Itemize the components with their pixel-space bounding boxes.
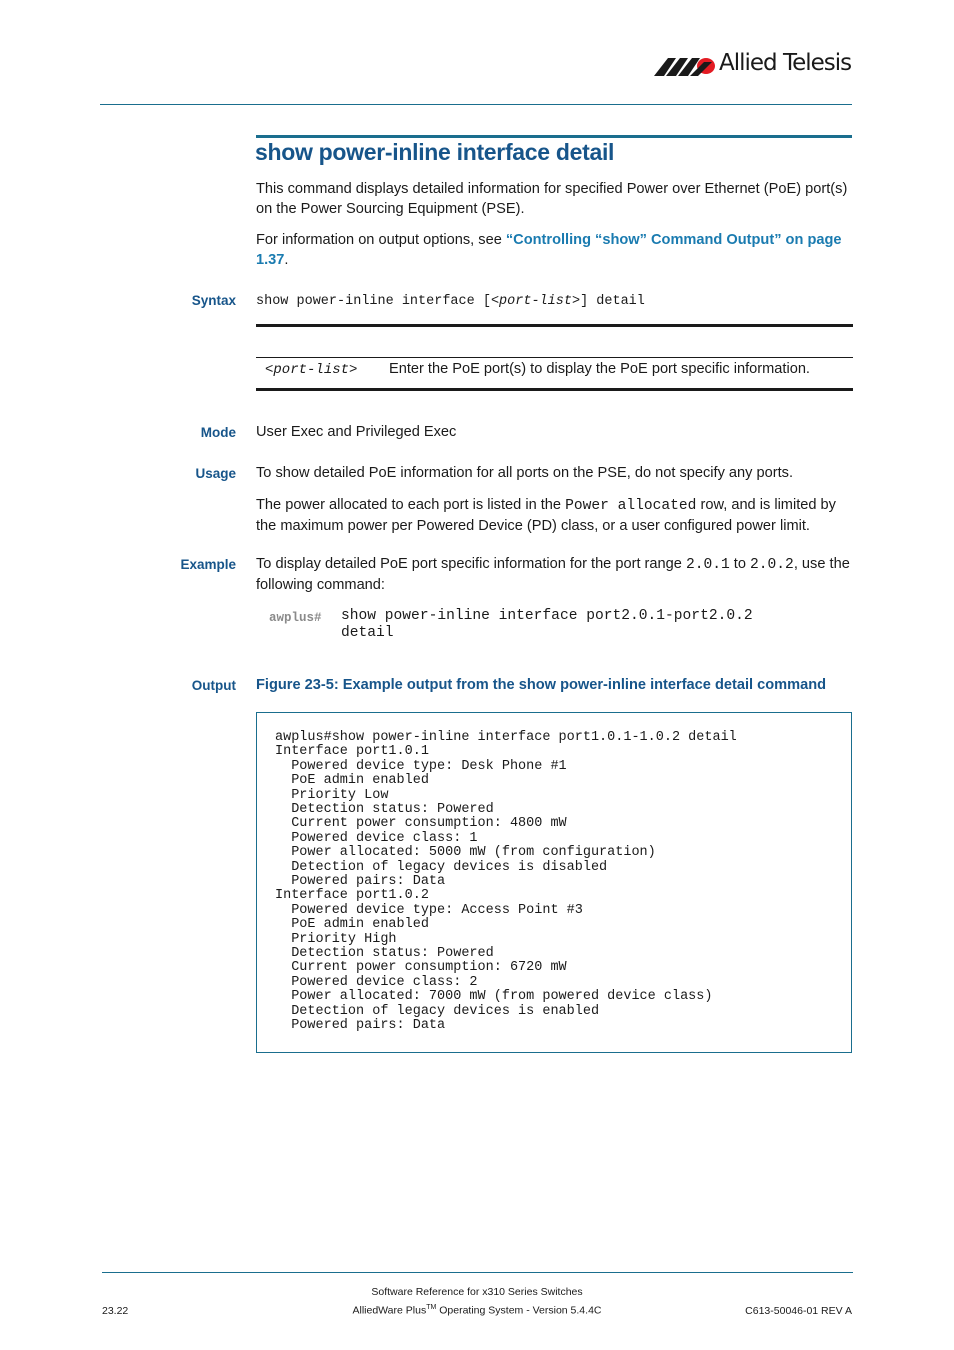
command-prompt: awplus# xyxy=(269,611,322,625)
page-title: show power-inline interface detail xyxy=(255,139,615,165)
param-table-bottom-rule xyxy=(256,388,853,391)
footer-product-tm: TM xyxy=(426,1304,437,1311)
output-line: Interface port1.0.1 xyxy=(275,744,429,760)
page-number: 23.22 xyxy=(102,1305,129,1317)
output-line: Current power consumption: 4800 mW xyxy=(275,816,567,832)
output-box xyxy=(256,712,852,1053)
output-line: Detection status: Powered xyxy=(275,946,494,961)
figure-caption: Figure 23-5: Example output from the show power-inline interface detail command xyxy=(256,677,827,693)
param-key xyxy=(265,362,357,378)
param-key-name: port-list xyxy=(273,362,350,378)
output-line: Priority Low xyxy=(275,787,389,803)
output-line: Power allocated: 7000 mW (from powered device class) xyxy=(275,989,713,1005)
usage-p2-post: row, and is limited by the maximum power per Powered Device (PD) class, or a user configured power limit. xyxy=(256,497,836,534)
port-range-end-code: 2.0.2 xyxy=(750,557,794,573)
usage-p2-pre: The power allocated to each port is listed in the xyxy=(256,497,566,513)
param-key-close: > xyxy=(349,362,358,378)
example-mid: to xyxy=(729,556,751,572)
example-post: , use the following command: xyxy=(256,556,850,593)
syntax-post: >] detail xyxy=(571,294,645,309)
footer-product-pre: AlliedWare Plus xyxy=(352,1304,427,1317)
logo-text: Allied Telesis xyxy=(719,50,852,76)
usage-paragraph-1: To show detailed PoE information for all ports on the PSE, do not specify any ports. xyxy=(256,465,794,481)
output-line: Powered device class: 1 xyxy=(275,830,478,846)
output-line: PoE admin enabled xyxy=(275,917,429,933)
mode-text: User Exec and Privileged Exec xyxy=(256,424,457,440)
usage-label: Usage xyxy=(195,466,236,481)
title-rule xyxy=(256,135,852,138)
port-range-start-code: 2.0.1 xyxy=(685,557,730,573)
example-pre: To display detailed PoE port specific information for the port range xyxy=(256,556,686,572)
output-line: Interface port1.0.2 xyxy=(275,888,429,904)
output-line: Current power consumption: 6720 mW xyxy=(275,960,567,976)
footer-title: Software Reference for x310 Series Switches xyxy=(371,1286,583,1298)
param-table-top-rule xyxy=(256,357,853,358)
syntax-param: port-list xyxy=(499,294,572,309)
allied-telesis-logo xyxy=(654,50,854,80)
output-line: Powered device type: Desk Phone #1 xyxy=(275,758,567,774)
output-options-suffix: . xyxy=(284,251,289,268)
output-line: awplus#show power-inline interface port1.0.1-1.0.2 detail xyxy=(275,730,737,745)
output-options-text: For information on output options, see xyxy=(256,232,506,248)
param-description: Enter the PoE port(s) to display the PoE port specific information. xyxy=(389,361,810,377)
footer-rule xyxy=(102,1272,853,1273)
document-id: C613-50046-01 REV A xyxy=(745,1305,852,1317)
output-line: PoE admin enabled xyxy=(275,773,429,789)
example-label: Example xyxy=(180,557,236,572)
controlling-show-output-link[interactable]: “Controlling “show” Command Output” on page 1.37 xyxy=(256,232,842,268)
output-line: Detection of legacy devices is disabled xyxy=(275,859,608,875)
output-options-paragraph xyxy=(256,231,852,270)
output-line: Priority High xyxy=(275,931,397,947)
output-line: Power allocated: 5000 mW (from configuration) xyxy=(275,845,656,861)
output-line: Powered device type: Access Point #3 xyxy=(275,902,583,918)
output-line: Powered device class: 2 xyxy=(275,974,478,990)
output-line: Detection of legacy devices is enabled xyxy=(275,1003,600,1019)
param-key-open: < xyxy=(265,362,274,378)
mode-label: Mode xyxy=(200,425,236,440)
header-rule xyxy=(100,104,852,105)
example-command-line-2: detail xyxy=(341,625,394,641)
output-label: Output xyxy=(191,678,236,693)
usage-paragraph-2 xyxy=(256,496,852,536)
example-command xyxy=(341,608,753,642)
logo-mark-icon xyxy=(654,54,720,80)
syntax-bottom-rule xyxy=(256,324,853,327)
example-command-line-1: show power-inline interface port2.0.1-port2.0.2 xyxy=(341,608,753,624)
intro-paragraph: This command displays detailed information for specified Power over Ethernet (PoE) port(s) on the Power Sourcing Equipment (PSE). xyxy=(256,181,848,217)
syntax-pre: show power-inline interface [< xyxy=(256,294,500,309)
example-paragraph xyxy=(256,555,852,595)
output-line: Powered pairs: Data xyxy=(275,1018,446,1033)
output-line: Detection status: Powered xyxy=(275,802,494,817)
footer-product-post: Operating System - Version 5.4.4C xyxy=(436,1304,602,1317)
output-line: Powered pairs: Data xyxy=(275,874,446,889)
syntax-label: Syntax xyxy=(191,293,236,308)
syntax-command xyxy=(256,294,645,309)
power-allocated-code: Power allocated xyxy=(565,498,697,514)
